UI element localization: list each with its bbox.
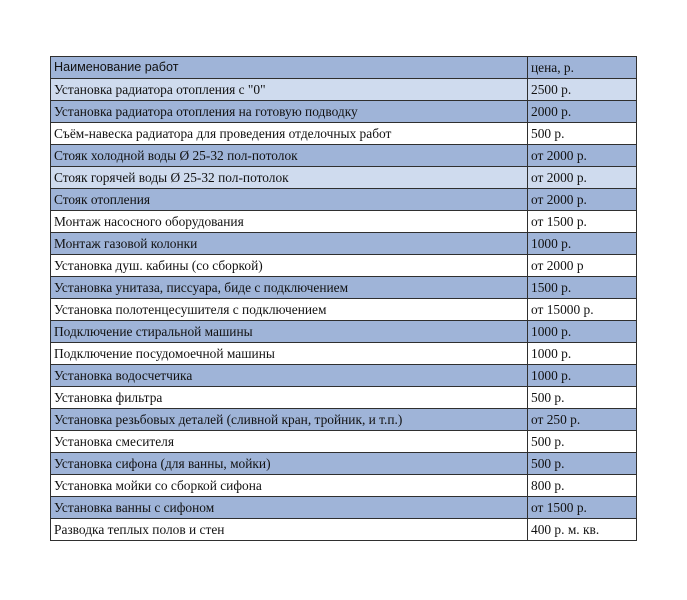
table-row	[51, 167, 637, 189]
price-cell: от 2000 р	[528, 255, 637, 277]
table-row	[51, 387, 637, 409]
service-name-cell: Установка радиатора отопления на готовую подводку	[51, 101, 528, 123]
service-name-cell: Установка резьбовых деталей (сливной кран, тройник, и т.п.)	[51, 409, 528, 431]
service-name-cell: Установка фильтра	[51, 387, 528, 409]
price-cell: 1000 р.	[528, 233, 637, 255]
service-name-cell: Стояк холодной воды Ø 25-32 пол-потолок	[51, 145, 528, 167]
price-cell: 1500 р.	[528, 277, 637, 299]
price-cell: от 15000 р.	[528, 299, 637, 321]
table-row	[51, 365, 637, 387]
service-name-cell: Установка душ. кабины (со сборкой)	[51, 255, 528, 277]
service-name-cell: Разводка теплых полов и стен	[51, 519, 528, 541]
service-name-cell: Установка водосчетчика	[51, 365, 528, 387]
table-row	[51, 101, 637, 123]
price-cell: 2000 р.	[528, 101, 637, 123]
price-cell: от 2000 р.	[528, 167, 637, 189]
table-row	[51, 79, 637, 101]
price-cell: 400 р. м. кв.	[528, 519, 637, 541]
table-row	[51, 519, 637, 541]
price-cell: 500 р.	[528, 123, 637, 145]
table-row	[51, 299, 637, 321]
price-cell: от 1500 р.	[528, 211, 637, 233]
table-row	[51, 277, 637, 299]
price-cell: от 250 р.	[528, 409, 637, 431]
service-name-cell: Стояк горячей воды Ø 25-32 пол-потолок	[51, 167, 528, 189]
table-row	[51, 453, 637, 475]
header-price: цена, р.	[528, 57, 637, 79]
table-row	[51, 189, 637, 211]
table-row	[51, 233, 637, 255]
table-row	[51, 123, 637, 145]
price-cell: 1000 р.	[528, 321, 637, 343]
service-name-cell: Монтаж газовой колонки	[51, 233, 528, 255]
table-row	[51, 255, 637, 277]
price-cell: от 2000 р.	[528, 145, 637, 167]
price-list-table	[50, 56, 637, 541]
service-name-cell: Установка унитаза, писсуара, биде с подключением	[51, 277, 528, 299]
price-list-body	[51, 57, 637, 541]
table-row	[51, 409, 637, 431]
price-cell: 2500 р.	[528, 79, 637, 101]
price-cell: 1000 р.	[528, 343, 637, 365]
header-service-name: Наименование работ	[51, 57, 528, 79]
service-name-cell: Установка полотенцесушителя с подключением	[51, 299, 528, 321]
price-cell: от 2000 р.	[528, 189, 637, 211]
price-cell: от 1500 р.	[528, 497, 637, 519]
service-name-cell: Подключение стиральной машины	[51, 321, 528, 343]
service-name-cell: Установка сифона (для ванны, мойки)	[51, 453, 528, 475]
table-row	[51, 475, 637, 497]
price-cell: 800 р.	[528, 475, 637, 497]
service-name-cell: Стояк отопления	[51, 189, 528, 211]
table-row	[51, 211, 637, 233]
table-row	[51, 145, 637, 167]
price-cell: 500 р.	[528, 387, 637, 409]
service-name-cell: Подключение посудомоечной машины	[51, 343, 528, 365]
service-name-cell: Монтаж насосного оборудования	[51, 211, 528, 233]
table-row	[51, 497, 637, 519]
price-cell: 1000 р.	[528, 365, 637, 387]
service-name-cell: Установка мойки со сборкой сифона	[51, 475, 528, 497]
service-name-cell: Съём-навеска радиатора для проведения отделочных работ	[51, 123, 528, 145]
price-cell: 500 р.	[528, 453, 637, 475]
service-name-cell: Установка радиатора отопления с "0"	[51, 79, 528, 101]
table-row	[51, 321, 637, 343]
table-row	[51, 431, 637, 453]
table-row	[51, 343, 637, 365]
price-cell: 500 р.	[528, 431, 637, 453]
service-name-cell: Установка ванны с сифоном	[51, 497, 528, 519]
table-header-row	[51, 57, 637, 79]
service-name-cell: Установка смесителя	[51, 431, 528, 453]
